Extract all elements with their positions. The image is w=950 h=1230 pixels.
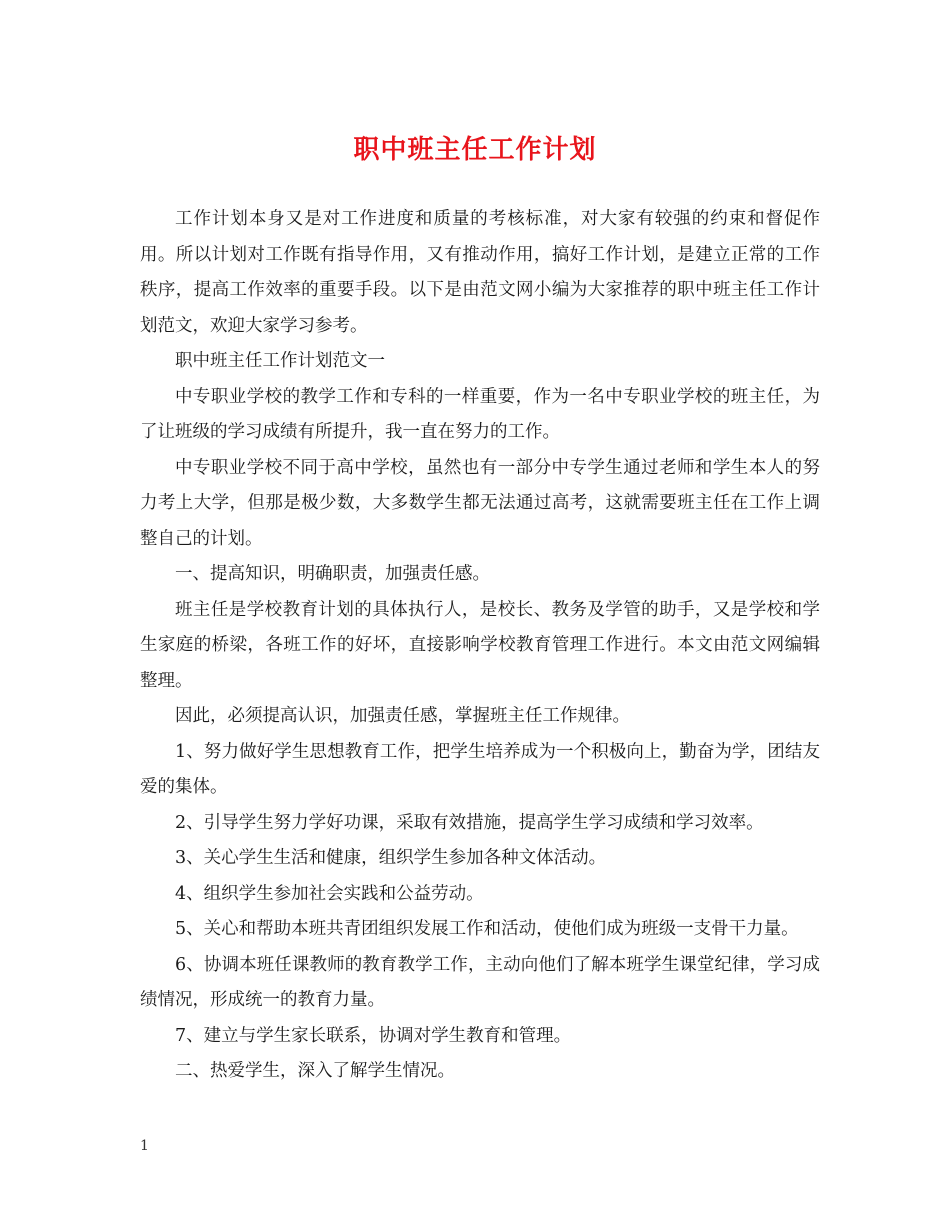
paragraph: 职中班主任工作计划范文一	[175, 351, 385, 371]
list-item: 4、组织学生参加社会实践和公益劳动。	[175, 883, 484, 904]
paragraph: 中专职业学校不同于高中学校，虽然也有一部分中专学生通过老师和学生本人的努力考上大学，但那是极少数，大多数学生都无法通过高考，这就需要班主任在工作上调整自己的计划。	[140, 457, 820, 549]
paragraph: 因此，必须提高认识，加强责任感，掌握班主任工作规律。	[175, 706, 630, 726]
list-item: 6、协调本班任课教师的教育教学工作，主动向他们了解本班学生课堂纪律，学习成绩情况，形成统一的教育力量。	[140, 954, 820, 1010]
paragraph: 中专职业学校的教学工作和专科的一样重要，作为一名中专职业学校的班主任，为了让班级的学习成绩有所提升，我一直在努力的工作。	[140, 386, 820, 442]
section-heading: 一、提高知识，明确职责，加强责任感。	[175, 564, 490, 584]
list-item: 1、努力做好学生思想教育工作，把学生培养成为一个积极向上，勤奋为学，团结友爱的集体。	[140, 741, 820, 797]
list-item: 7、建立与学生家长联系，协调对学生教育和管理。	[175, 1025, 572, 1046]
paragraph: 工作计划本身又是对工作进度和质量的考核标准，对大家有较强的约束和督促作用。所以计划对工作既有指导作用，又有推动作用，搞好工作计划，是建立正常的工作秩序，提高工作效率的重要手段。以下是由范文网小编为大家推荐的职中班主任工作计划范文，欢迎大家学习参考。	[140, 209, 820, 336]
list-item: 2、引导学生努力学好功课，采取有效措施，提高学生学习成绩和学习效率。	[175, 812, 764, 833]
paragraph: 班主任是学校教育计划的具体执行人，是校长、教务及学管的助手，又是学校和学生家庭的桥梁，各班工作的好坏，直接影响学校教育管理工作进行。本文由范文网编辑整理。	[140, 599, 820, 691]
document-title: 职中班主任工作计划	[353, 135, 597, 165]
list-item: 5、关心和帮助本班共青团组织发展工作和活动，使他们成为班级一支骨干力量。	[175, 919, 799, 939]
list-item: 3、关心学生生活和健康，组织学生参加各种文体活动。	[175, 848, 607, 868]
page-number: 1	[140, 1138, 149, 1154]
section-heading: 二、热爱学生，深入了解学生情况。	[175, 1061, 455, 1081]
document-body	[140, 202, 820, 1090]
